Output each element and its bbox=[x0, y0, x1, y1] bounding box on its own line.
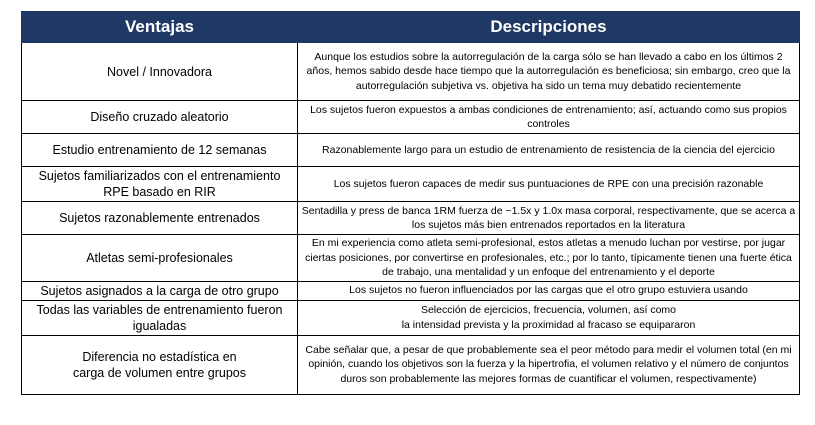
advantage-cell: Novel / Innovadora bbox=[22, 43, 298, 101]
table-header-row bbox=[22, 12, 800, 43]
table-row bbox=[22, 300, 800, 335]
description-cell: Cabe señalar que, a pesar de que probablemente sea el peor método para medir el volumen total (en mi opinión, cuando los objetivos son la fuerza y la hipertrofia, el volumen relativo y el número de conjuntos duros son probablemente las mejores formas de cuantificar el volumen, respectivamente) bbox=[298, 335, 800, 394]
table-row bbox=[22, 167, 800, 202]
advantage-cell: Estudio entrenamiento de 12 semanas bbox=[22, 134, 298, 167]
table-row bbox=[22, 281, 800, 300]
advantage-cell: Diferencia no estadística en carga de volumen entre grupos bbox=[22, 335, 298, 394]
header-advantages: Ventajas bbox=[22, 12, 298, 43]
advantage-cell: Diseño cruzado aleatorio bbox=[22, 101, 298, 134]
description-cell: Selección de ejercicios, frecuencia, volumen, así como la intensidad prevista y la proximidad al fracaso se equipararon bbox=[298, 300, 800, 335]
description-cell: Razonablemente largo para un estudio de entrenamiento de resistencia de la ciencia del ejercicio bbox=[298, 134, 800, 167]
description-cell: Sentadilla y press de banca 1RM fuerza de ~1.5x y 1.0x masa corporal, respectivamente, que se acerca a los sujetos más bien entrenados reportados en la literatura bbox=[298, 202, 800, 235]
description-cell: En mi experiencia como atleta semi-profesional, estos atletas a menudo luchan por vestirse, por jugar ciertas posiciones, por convertirse en profesionales, etc.; por lo tanto, típicamente tienen una fuerte ética de trabajo, una mentalidad y un enfoque del entrenamiento y el deporte bbox=[298, 235, 800, 282]
description-cell: Los sujetos fueron capaces de medir sus puntuaciones de RPE con una precisión razonable bbox=[298, 167, 800, 202]
table-row bbox=[22, 202, 800, 235]
advantage-cell: Sujetos asignados a la carga de otro grupo bbox=[22, 281, 298, 300]
table-row bbox=[22, 134, 800, 167]
advantage-cell: Sujetos razonablemente entrenados bbox=[22, 202, 298, 235]
advantage-cell: Todas las variables de entrenamiento fueron igualadas bbox=[22, 300, 298, 335]
table-row bbox=[22, 335, 800, 394]
table-row bbox=[22, 235, 800, 282]
description-cell: Los sujetos no fueron influenciados por las cargas que el otro grupo estuviera usando bbox=[298, 281, 800, 300]
header-descriptions: Descripciones bbox=[298, 12, 800, 43]
table-row bbox=[22, 101, 800, 134]
advantage-cell: Sujetos familiarizados con el entrenamiento RPE basado en RIR bbox=[22, 167, 298, 202]
description-cell: Los sujetos fueron expuestos a ambas condiciones de entrenamiento; así, actuando como sus propios controles bbox=[298, 101, 800, 134]
table-row bbox=[22, 43, 800, 101]
description-cell: Aunque los estudios sobre la autorregulación de la carga sólo se han llevado a cabo en los últimos 2 años, hemos sabido desde hace tiempo que la autorregulación es beneficiosa; sin embargo, creo que la autorregulación subjetiva vs. objetiva ha sido un tema muy debatido recientemente bbox=[298, 43, 800, 101]
advantages-table bbox=[21, 11, 800, 395]
advantage-cell: Atletas semi-profesionales bbox=[22, 235, 298, 282]
